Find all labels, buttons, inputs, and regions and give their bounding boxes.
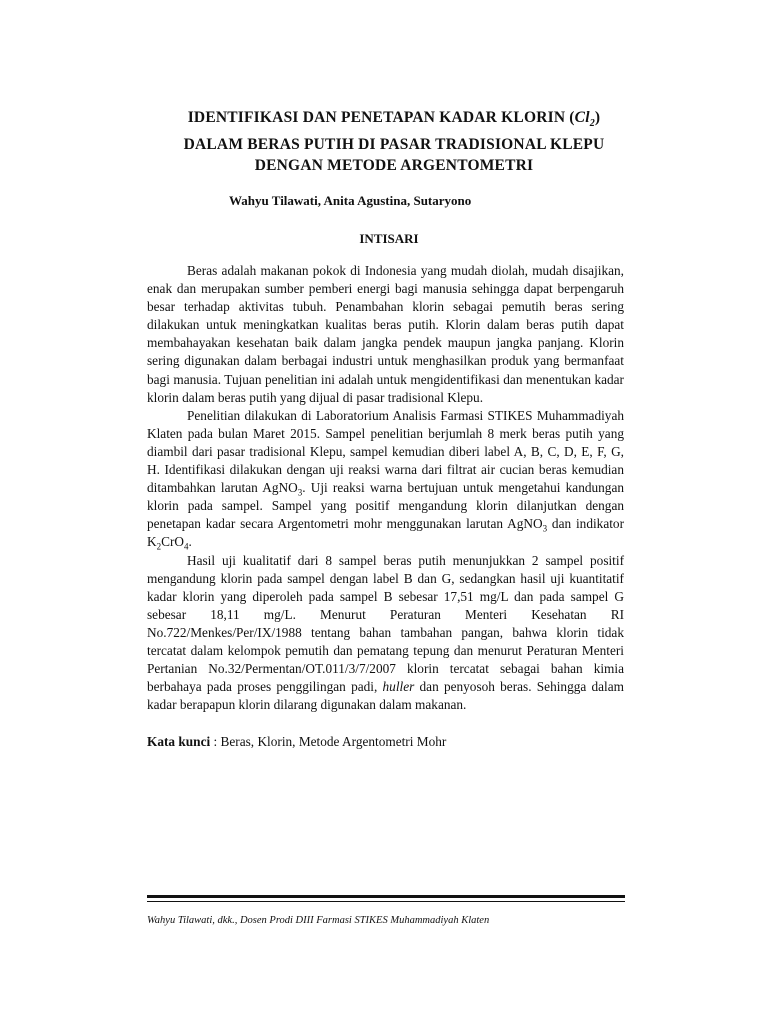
keywords-label: Kata kunci xyxy=(147,734,211,749)
title-line-2: DALAM BERAS PUTIH DI PASAR TRADISIONAL KLEPU xyxy=(183,136,605,154)
abstract-body xyxy=(147,262,624,714)
abstract-paragraph-1: Beras adalah makanan pokok di Indonesia yang mudah diolah, mudah disajikan, enak dan merupakan sumber pemberi energi bagi manusia sehingga dapat berpengaruh besar terhadap aktivitas tubuh. Penambahan klorin sebagai pemutih beras sering dilakukan untuk meningkatkan kualitas beras putih. Klorin dalam beras putih dapat membahayakan kesehatan baik dalam jangka pendek maupun jangka panjang. Klorin sering digunakan dalam berbagai industri untuk menghasilkan produk yang bermanfaat bagi manusia. Tujuan penelitian ini adalah untuk mengidentifikasi dan menentukan kadar klorin dalam beras putih yang dijual di pasar tradisional Klepu. xyxy=(147,263,624,405)
abstract-heading: INTISARI xyxy=(359,231,419,246)
keywords xyxy=(147,733,446,751)
title-line-3: DENGAN METODE ARGENTOMETRI xyxy=(254,157,534,175)
author-list: Wahyu Tilawati, Anita Agustina, Sutaryono xyxy=(229,193,472,208)
title-line-1: IDENTIFIKASI DAN PENETAPAN KADAR KLORIN $(Cl_2)$ xyxy=(187,109,601,130)
paper-title xyxy=(120,107,668,176)
footer-divider-thin xyxy=(147,901,625,902)
footer-divider-thick xyxy=(147,895,625,898)
chlorine-symbol: $Cl_2$ xyxy=(574,109,595,130)
abstract-paragraph-3: Hasil uji kualitatif dari 8 sampel beras putih menunjukkan 2 sampel positif mengandung klorin pada sampel dengan label B dan G, sedangkan hasil uji kuantitatif kadar klorin yang diperoleh pada sampel B sebesar 17,51 mg/L dan pada sampel G sebesar 18,11 mg/L. Menurut Peraturan Menteri Kesehatan RI No.722/Menkes/Per/IX/1988 tentang bahan tambahan pangan, bahwa klorin tidak tercatat dalam kelompok pemutih dan pematang tepung dan menurut Peraturan Menteri Pertanian No.32/Permentan/OT.011/3/7/2007 klorin tercatat sebagai bahan kimia berbahaya pada proses penggilingan padi, huller dan penyosoh beras. Sehingga dalam kadar berapapun klorin dilarang digunakan dalam makanan. xyxy=(147,552,624,713)
keywords-text: : Beras, Klorin, Metode Argentometri Mohr xyxy=(210,734,447,749)
footer-note: Wahyu Tilawati, dkk., Dosen Prodi DIII Farmasi STIKES Muhammadiyah Klaten xyxy=(147,915,490,926)
abstract-paragraph-2: Penelitian dilakukan di Laboratorium Analisis Farmasi STIKES Muhammadiyah Klaten pada bulan Maret 2015. Sampel penelitian berjumlah 8 merk beras putih yang diambil dari pasar tradisional Klepu, sampel kemudian diberi label A, B, C, D, E, F, G, H. Identifikasi dilakukan dengan uji reaksi warna dari filtrat air cucian beras kemudian ditambahkan larutan AgNO$_3$. Uji reaksi warna bertujuan untuk mengetahui kandungan klorin pada sampel. Sampel yang positif mengandung klorin dilanjutkan dengan penetapan kadar secara Argentometri mohr menggunakan larutan AgNO$_3$ dan indikator $K_2CrO_4$. xyxy=(147,407,624,553)
